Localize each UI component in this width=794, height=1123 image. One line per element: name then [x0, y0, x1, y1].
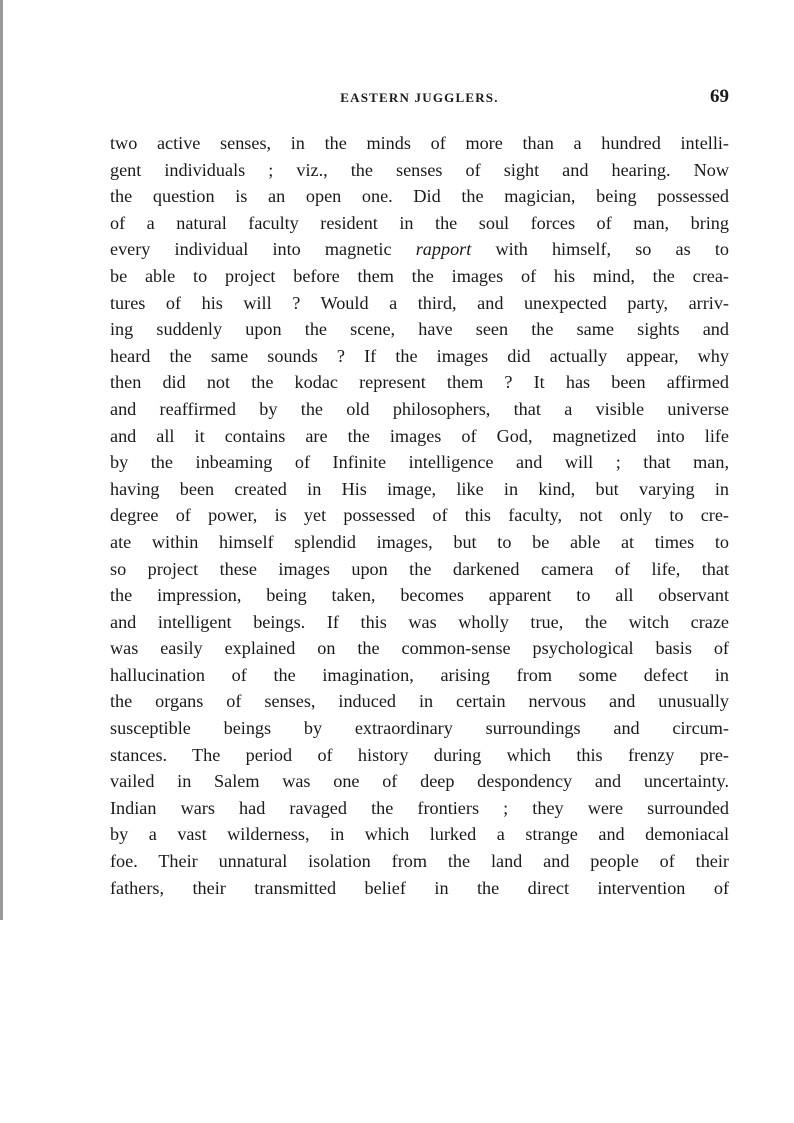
text-line: and intelligent beings. If this was wholly true, the witch craze: [110, 611, 729, 632]
text-line: hallucination of the imagination, arising from some defect in: [110, 664, 729, 685]
text-line: two active senses, in the minds of more than a hundred intelli-: [110, 133, 729, 153]
text-line: degree of power, is yet possessed of this faculty, not only to cre-: [110, 505, 729, 526]
text-line: be able to project before them the images of his mind, the crea-: [110, 265, 729, 286]
text-line: ate within himself splendid images, but to be able at times to: [110, 531, 729, 552]
text-line: Indian wars had ravaged the frontiers ; they were surrounded: [110, 797, 729, 818]
book-page: [110, 86, 729, 901]
text-line: then did not the kodac represent them ? It has been affirmed: [110, 372, 729, 393]
text-line: and all it contains are the images of God, magnetized into life: [110, 425, 729, 446]
body-paragraph: [110, 130, 729, 901]
running-title: EASTERN JUGGLERS.: [340, 90, 499, 105]
page-edge-divider: [0, 0, 3, 920]
text-line: fathers, their transmitted belief in the direct intervention of: [110, 877, 729, 898]
text-line: was easily explained on the common-sense psychological basis of: [110, 638, 729, 659]
text-line: the question is an open one. Did the magician, being possessed: [110, 186, 729, 207]
text-line: of a natural faculty resident in the soul forces of man, bring: [110, 212, 729, 233]
page-number: 69: [710, 86, 729, 107]
text-line: so project these images upon the darkened camera of life, that: [110, 558, 729, 579]
running-header: [110, 86, 729, 112]
text-line: vailed in Salem was one of deep despondency and uncertainty.: [110, 771, 729, 792]
text-line: by a vast wilderness, in which lurked a strange and demoniacal: [110, 824, 729, 845]
italic-word: rapport: [415, 239, 472, 260]
text-line: gent individuals ; viz., the senses of sight and hearing. Now: [110, 159, 729, 180]
text-line: stances. The period of history during which this frenzy pre-: [110, 744, 729, 765]
text-line: the impression, being taken, becomes apparent to all observant: [110, 585, 729, 606]
text-line: and reaffirmed by the old philosophers, that a visible universe: [110, 398, 729, 419]
text-line: the organs of senses, induced in certain nervous and unusually: [110, 691, 729, 712]
text-line: every individual into magnetic rapport with himself, so as to: [110, 239, 729, 260]
text-line: foe. Their unnatural isolation from the land and people of their: [110, 851, 729, 872]
text-line: susceptible beings by extraordinary surroundings and circum-: [110, 718, 729, 739]
text-line: ing suddenly upon the scene, have seen the same sights and: [110, 319, 729, 340]
text-line: tures of his will ? Would a third, and unexpected party, arriv-: [110, 292, 729, 313]
text-line: having been created in His image, like in kind, but varying in: [110, 478, 729, 499]
text-line: by the inbeaming of Infinite intelligence and will ; that man,: [110, 452, 729, 473]
text-line: heard the same sounds ? If the images did actually appear, why: [110, 345, 729, 366]
